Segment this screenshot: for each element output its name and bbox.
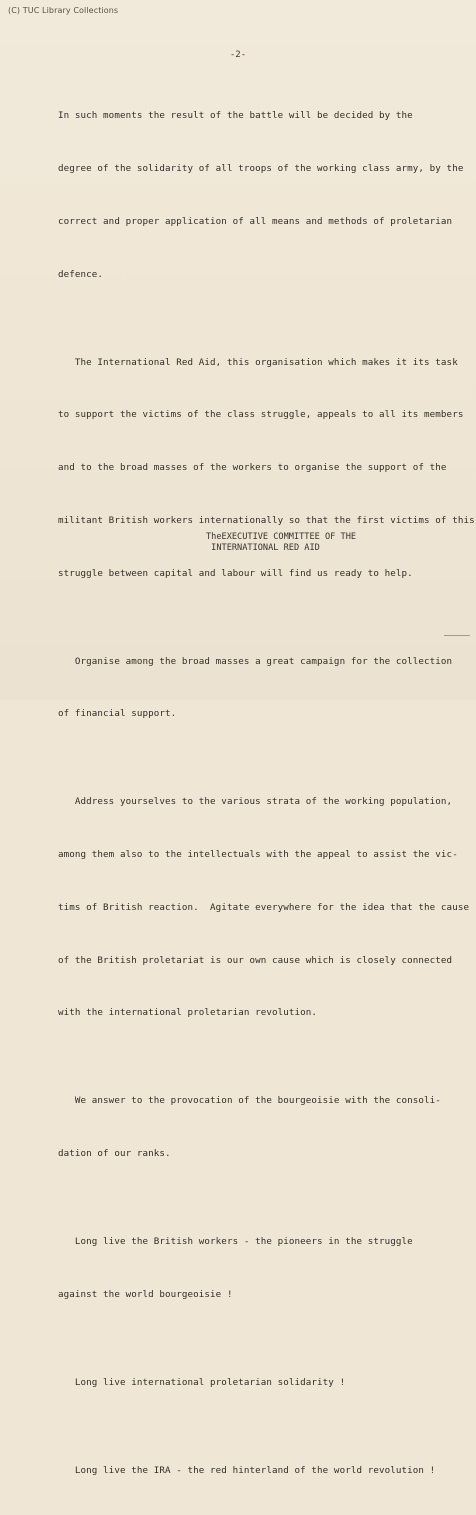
text-line: struggle between capital and labour will find us ready to help.: [58, 567, 413, 579]
text-line: and to the broad masses of the workers to organise the support of the: [58, 462, 447, 474]
text-line: correct and proper application of all means and methods of proletarian: [58, 215, 453, 227]
paper-mark: [444, 635, 470, 636]
paragraph: [58, 1198, 453, 1339]
text-line: of the British proletariat is our own cause which is closely connected: [58, 954, 453, 966]
paragraph: [58, 318, 475, 617]
paragraph: [58, 758, 470, 1057]
letter-body: [58, 72, 475, 1515]
paragraph: [58, 1427, 453, 1515]
text-line: Long live international proletarian solidarity !: [58, 1376, 346, 1388]
signature-block: [206, 532, 356, 554]
paragraph: [58, 72, 464, 318]
text-line: Address yourselves to the various strata of the working population,: [58, 796, 453, 808]
text-line: We answer to the provocation of the bourgeoisie with the consoli-: [58, 1095, 441, 1107]
text-line: In such moments the result of the battle will be decided by the: [58, 110, 413, 122]
text-line: with the international proletarian revolution.: [58, 1007, 318, 1019]
text-line: Long live the IRA - the red hinterland of the world revolution !: [58, 1464, 436, 1476]
signature-line: INTERNATIONAL RED AID: [206, 543, 320, 553]
signature-line: TheEXECUTIVE COMMITTEE OF THE: [206, 532, 357, 542]
text-line: to support the victims of the class struggle, appeals to all its members: [58, 409, 464, 421]
paragraph: [58, 1339, 453, 1427]
text-line: against the world bourgeoisie !: [58, 1288, 233, 1300]
text-line: The International Red Aid, this organisation which makes it its task: [58, 356, 458, 368]
page-number: -2-: [229, 50, 247, 60]
text-line: militant British workers internationally so that the first victims of this: [58, 514, 475, 526]
paragraph: [58, 617, 453, 758]
text-line: tims of British reaction. Agitate everywhere for the idea that the cause: [58, 901, 470, 913]
text-line: among them also to the intellectuals with the appeal to assist the vic-: [58, 849, 458, 861]
text-line: dation of our ranks.: [58, 1148, 171, 1160]
text-line: degree of the solidarity of all troops of the working class army, by the: [58, 162, 464, 174]
text-line: defence.: [58, 268, 104, 280]
text-line: of financial support.: [58, 708, 177, 720]
text-line: Organise among the broad masses a great campaign for the collection: [58, 655, 453, 667]
paragraph: [58, 1057, 453, 1198]
copyright-watermark: (C) TUC Library Collections: [8, 6, 119, 15]
text-line: Long live the British workers - the pioneers in the struggle: [58, 1236, 413, 1248]
